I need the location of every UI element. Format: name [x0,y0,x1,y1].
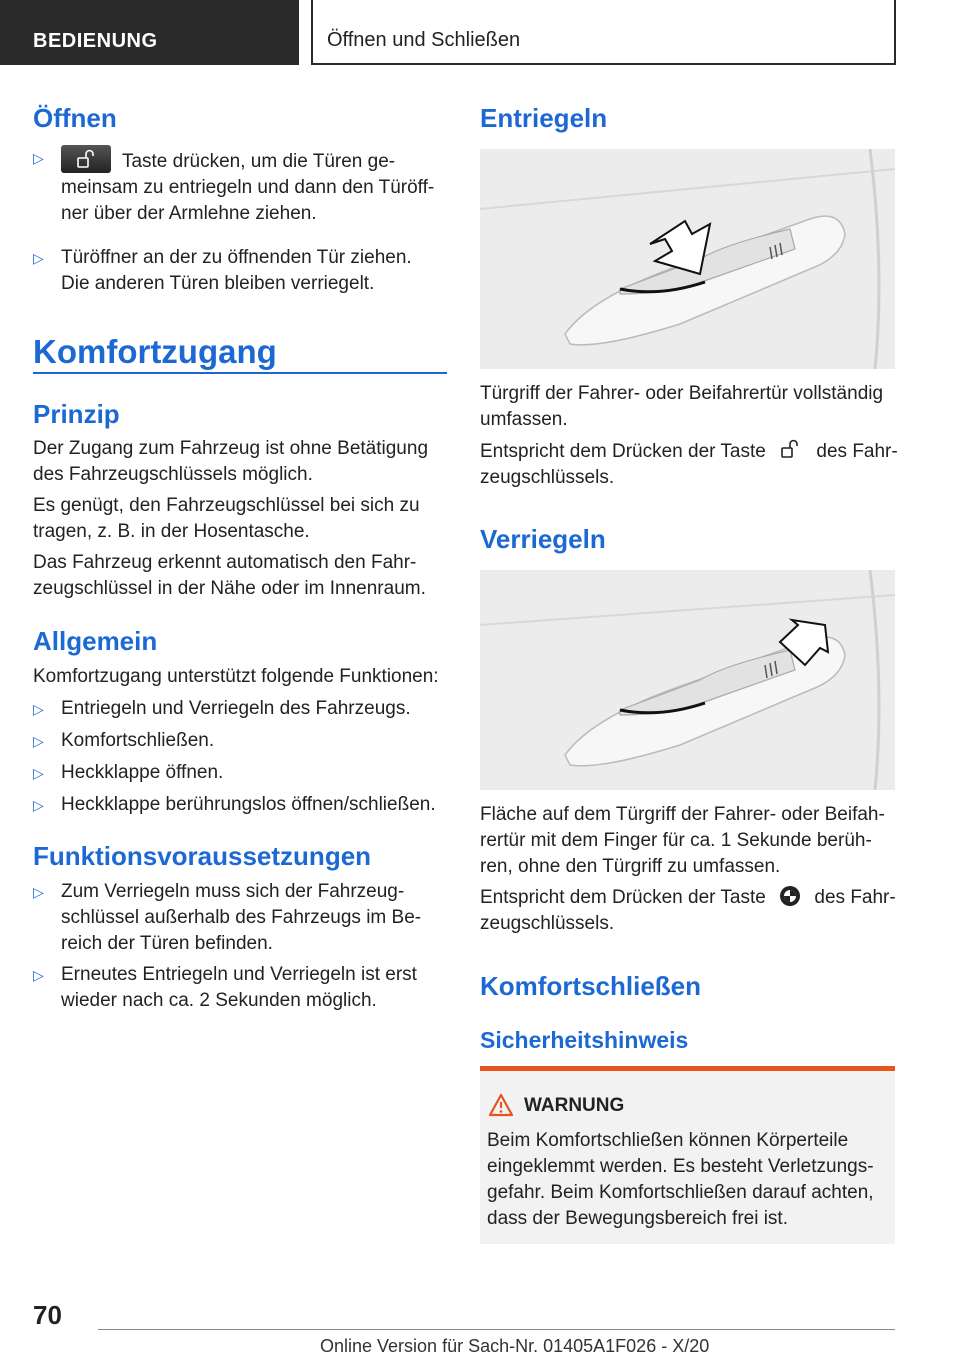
heading-komfortschliessen: Komfortschließen [480,971,702,1001]
warning-box [480,1066,895,1244]
heading-verriegeln: Verriegeln [480,524,606,554]
footer-rule [98,1329,895,1330]
heading-underline [33,372,447,374]
heading-oeffnen: Öffnen [33,103,117,133]
section-label: BEDIENUNG [33,30,158,52]
bullet-triangle-icon: ▷ [33,765,44,781]
door-handle-unlock-image [480,149,895,369]
heading-funktionsvoraussetzungen: Funktionsvoraussetzungen [33,841,372,871]
chapter-header [311,0,896,65]
paragraph: Es genügt, den Fahrzeugschlüssel bei sich zu tragen, z. B. in der Hosentasche. [33,495,420,542]
list-item: ▷ Erneutes Entriegeln und Verriegeln ist erst wieder nach ca. 2 Sekunden möglich. [33,964,417,1011]
paragraph: Komfortzugang unterstützt folgende Funktionen: [33,666,439,687]
section-tab [0,0,299,65]
paragraph: Fläche auf dem Türgriff der Fahrer- oder Beifah- rertür mit dem Finger für ca. 1 Sekunde berüh- ren, ohne den Türgriff zu umfassen. [480,804,885,877]
footer-online-version: Online Version für Sach-Nr. 01405A1F026 - X/20 [320,1336,710,1356]
heading-entriegeln: Entriegeln [480,103,608,133]
bullet-triangle-icon: ▷ [33,884,44,900]
warning-triangle-icon [488,1093,514,1117]
heading-komfortzugang: Komfortzugang [33,333,277,370]
bullet-triangle-icon: ▷ [33,967,44,983]
warning-title: WARNUNG [524,1095,625,1116]
paragraph: Türgriff der Fahrer- oder Beifahrertür vollständig umfassen. [480,383,884,430]
list-item: ▷ Zum Verriegeln muss sich der Fahrzeug- schlüssel außerhalb des Fahrzeugs im Be- reich der Türen befinden. [33,881,422,954]
bullet-triangle-icon: ▷ [33,733,44,749]
page-number: 70 [33,1300,62,1330]
paragraph: Das Fahrzeug erkennt automatisch den Fahr- zeugschlüssel in der Nähe oder im Innenraum. [33,552,426,599]
heading-prinzip: Prinzip [33,399,120,429]
bullet-triangle-icon: ▷ [33,150,44,166]
paragraph: Entspricht dem Drücken der Taste des Fahr- zeugschlüssels. [480,887,896,934]
list-item: ▷ Türöffner an der zu öffnenden Tür ziehen. Die anderen Türen bleiben verriegelt. [33,247,412,294]
bmw-logo-icon [779,885,801,907]
list-item: ▷ Heckklappe berührungslos öffnen/schließen. [33,792,453,818]
warning-text: Beim Komfortschließen können Körperteile eingeklemmt werden. Es besteht Verletzungs- gefahr. Beim Komfortschließen darauf achten, dass der Bewegungsbereich frei ist. [487,1130,874,1229]
bullet-triangle-icon: ▷ [33,250,44,266]
heading-sicherheitshinweis: Sicherheitshinweis [480,1027,689,1053]
paragraph: Der Zugang zum Fahrzeug ist ohne Betätigung des Fahrzeugschlüssels möglich. [33,438,429,485]
bullet-triangle-icon: ▷ [33,797,44,813]
list-item: ▷ Taste drücken, um die Türen ge- meinsam zu entriegeln und dann den Türöff- ner über der Armlehne ziehen. [33,145,448,227]
door-handle-lock-image [480,570,895,790]
heading-allgemein: Allgemein [33,626,158,656]
list-item: ▷ Entriegeln und Verriegeln des Fahrzeugs. [33,696,448,722]
chapter-title: Öffnen und Schließen [327,29,521,51]
list-item: ▷ Heckklappe öffnen. [33,760,448,786]
paragraph: Entspricht dem Drücken der Taste des Fahr- zeugschlüssels. [480,438,900,491]
unlock-icon [779,438,803,460]
bullet-triangle-icon: ▷ [33,701,44,717]
unlock-button-icon [61,145,111,173]
list-item: ▷ Komfortschließen. [33,728,448,754]
